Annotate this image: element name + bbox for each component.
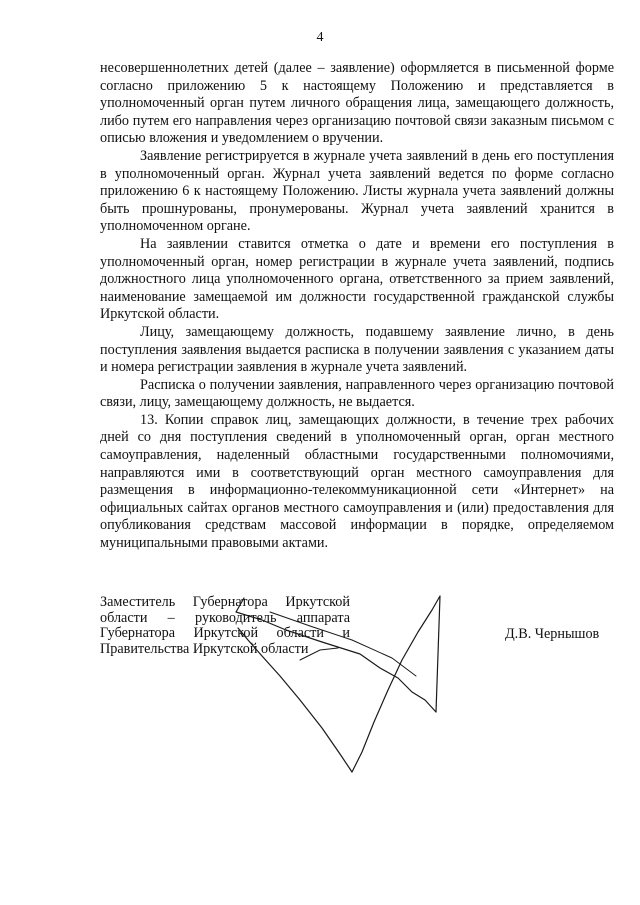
signatory-name: Д.В. Чернышов (505, 626, 600, 642)
signatory-title-line: Правительства Иркутской области (100, 640, 309, 657)
paragraph-journal: Заявление регистрируется в журнале учета заявлений в день его поступления в уполномоченный орган. Журнал учета заявлений ведется по форме согласно приложению 6 к настоящему Положению. Листы журнала учета заявлений должны быть прошнурованы, пронумерованы. Журнал учета заявлений хранится в уполномоченном органе. (100, 147, 614, 235)
paragraph-registration-mark: На заявлении ставится отметка о дате и времени его поступления в уполномоченный орган, номер регистрации в журнале учета заявлений, подпись должностного лица уполномоченного органа, ответственного за прием заявлений, наименование замещаемой им должности государственной гражданской службы Иркутской области. (100, 235, 614, 323)
signatory-title-line: Губернатора Иркутской области и (100, 625, 350, 641)
paragraph-postal-receipt: Расписка о получении заявления, направленного через организацию почтовой связи, лицу, замещающему должность, не выдается. (100, 376, 614, 411)
paragraph-continuation: несовершеннолетних детей (далее – заявление) оформляется в письменной форме согласно приложению 5 к настоящему Положению и представляется в уполномоченный орган путем личного обращения лица, замещающего должность, либо путем его направления через организацию почтовой связи заказным письмом с описью вложения и уведомлением о вручении. (100, 60, 614, 147)
signatory-title-line: Заместитель Губернатора Иркутской (100, 594, 350, 610)
paragraph-receipt: Лицу, замещающему должность, подавшему заявление лично, в день поступления заявления выдается расписка в получении заявления с указанием даты и номера регистрации заявления в журнале учета заявлений. (100, 323, 614, 376)
paragraph-item-13: 13. Копии справок лиц, замещающих должности, в течение трех рабочих дней со дня поступления сведений в уполномоченный орган, орган местного самоуправления, наделенный областными государственными полномочиями, направляются ими в соответствующий орган местного самоуправления для размещения в информационно-телекоммуникационной сети «Интернет» на официальных сайтах органов местного самоуправления и (или) предоставления для опубликования средствам массовой информации в порядке, определяемом муниципальными правовыми актами. (100, 411, 614, 552)
signatory-title-line: области – руководитель аппарата (100, 609, 350, 626)
page-number: 4 (316, 30, 324, 45)
